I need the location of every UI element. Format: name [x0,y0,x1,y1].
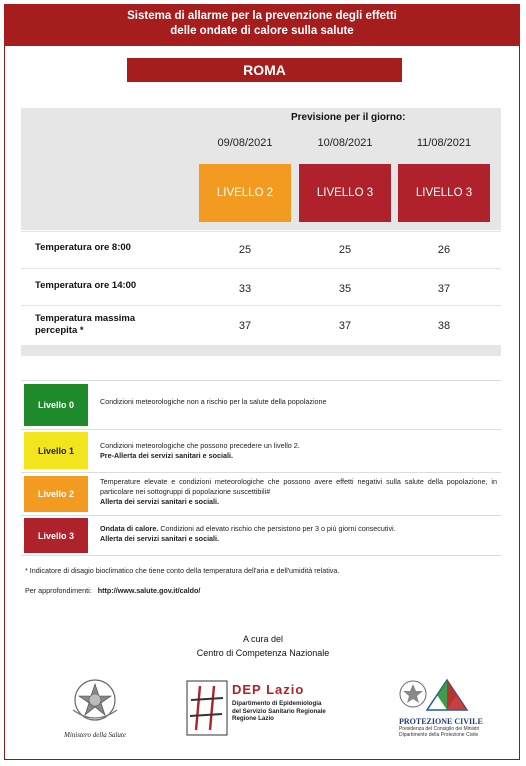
row-label-line: percepita * [35,325,84,336]
cell-value: 37 [238,320,252,332]
dep-caption-line: Regione Lazio [232,715,274,722]
level-3-badge: Livello 3 [24,518,88,553]
forecast-level-badge: LIVELLO 2 [199,164,291,222]
forecast-date: 11/08/2021 [416,137,472,149]
footnote: * Indicatore di disagio bioclimatico che tiene conto della temperatura dell'aria e dell'umidità relativa. [25,566,340,575]
protezione-civile-logo [389,676,499,738]
forecast-date: 10/08/2021 [317,137,373,149]
legend-text: Condizioni meteorologiche non a rischio per la salute della popolazione [100,397,327,406]
protezione-civile-name: PROTEZIONE CIVILE [399,717,483,726]
cell-value: 37 [338,320,352,332]
forecast-title-bar [21,108,501,126]
legend-row [21,516,501,556]
dep-caption-line: del Servizio Sanitario Regionale [232,707,326,715]
forecast-level-badge: LIVELLO 3 [398,164,490,222]
level-0-badge: Livello 0 [24,384,88,426]
dep-lazio-caption [232,700,326,723]
forecast-level-badge: LIVELLO 3 [299,164,391,222]
legend-text-bold: Allerta dei servizi sanitari e sociali. [100,534,220,543]
credit-line-2: Centro di Competenza Nazionale [196,648,330,658]
protezione-civile-caption [389,726,499,738]
cell-value: 37 [437,283,451,295]
forecast-title: Previsione per il giorno: [291,112,406,123]
table-row [21,268,501,305]
legend-row [21,380,501,430]
protezione-civile-emblem-icon [389,676,499,712]
row-label [35,313,135,337]
more-info-label: Per approfondimenti: [25,586,92,595]
more-info [25,586,200,595]
ministero-salute-logo [55,676,135,738]
legend-text [100,441,497,461]
legend-text-bold: Allerta dei servizi sanitari e sociali. [100,497,220,506]
dep-lazio-name: DEP Lazio [232,682,305,697]
more-info-link[interactable]: http://www.salute.gov.it/caldo/ [97,586,201,595]
forecast-footer-bar [21,345,501,356]
level-1-badge: Livello 1 [24,432,88,469]
dep-caption-line: Dipartimento di Epidemiologia [232,700,322,707]
protezione-caption-line: Presidenza del Consiglio dei Ministri [399,726,480,732]
cell-value: 38 [437,320,451,332]
row-label-line: Temperatura massima [35,313,136,324]
protezione-caption-line: Dipartimento della Protezione Civile [399,732,479,738]
legend-text-line: Temperature elevate e condizioni meteorologiche che possono avere effetti negativi sulla salute della popolazione, in particolare nei sottogruppi di popolazione suscettibili# [100,477,497,496]
header-line-2: delle ondate di calore sulla salute [170,25,354,37]
credit-line-1: A cura del [242,634,284,644]
forecast-date: 09/08/2021 [217,137,273,149]
cell-value: 25 [338,244,352,256]
legend-text-bold: Pre-Allerta dei servizi sanitari e sociali. [100,451,234,460]
legend-row [21,429,501,473]
cell-value: 35 [338,283,352,295]
header-line-1: Sistema di allarme per la prevenzione degli effetti [127,10,397,22]
italian-emblem-icon [55,676,135,726]
dep-lazio-logo [186,680,336,738]
city-title: ROMA [127,58,402,82]
legend-text-line: Condizioni ad elevato rischio che persistono per 3 o più giorni consecutivi. [158,524,396,533]
page-header [4,4,520,46]
legend-text-bold-lead: Ondata di calore. [100,524,159,533]
cell-value: 25 [238,244,252,256]
legend-text-line: Condizioni meteorologiche che possono precedere un livello 2. [100,441,300,450]
legend-row [21,473,501,516]
legend-text [100,524,497,544]
row-label: Temperatura ore 14:00 [35,280,137,291]
cell-value: 26 [437,244,451,256]
dep-hash-icon [186,680,228,736]
cell-value: 33 [238,283,252,295]
legend-text [100,477,497,507]
table-row [21,231,501,268]
table-row [21,305,501,346]
ministero-caption: Ministero della Salute [64,731,126,739]
row-label: Temperatura ore 8:00 [35,242,131,253]
level-2-badge: Livello 2 [24,476,88,512]
